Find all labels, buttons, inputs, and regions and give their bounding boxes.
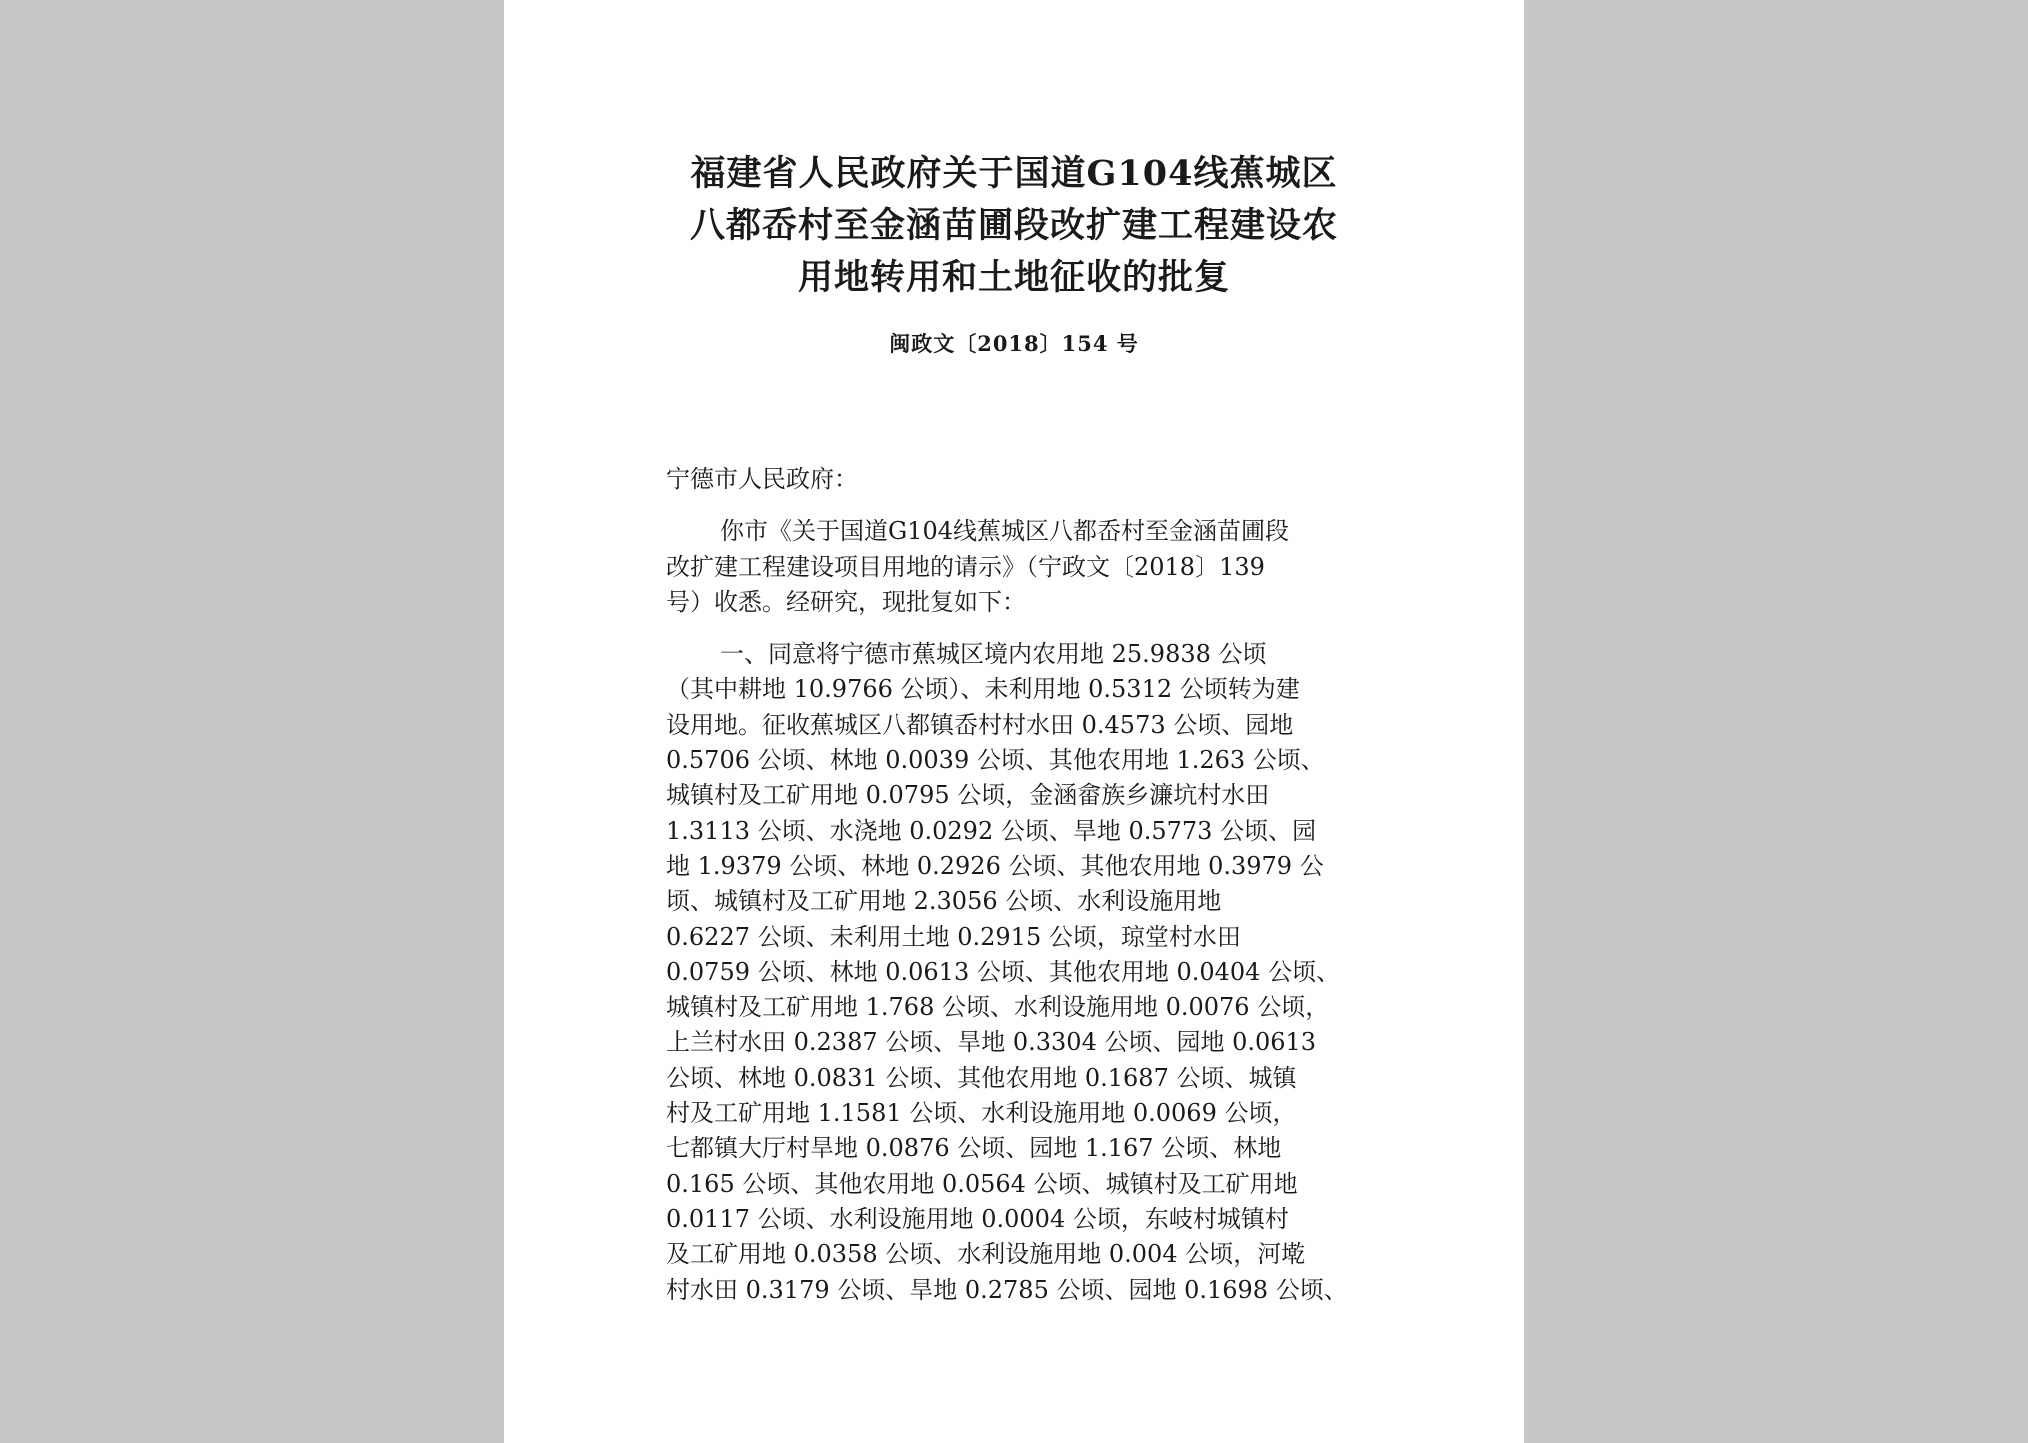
text-line: 一、同意将宁德市蕉城区境内农用地 25.9838 公顷 (720, 640, 1267, 669)
text-line: 城镇村及工矿用地 0.0795 公顷，金涵畲族乡濂坑村水田 (666, 781, 1270, 810)
text-line: 0.0117 公顷、水利设施用地 0.0004 公顷，东岐村城镇村 (666, 1204, 1289, 1233)
text-line: 0.165 公顷、其他农用地 0.0564 公顷、城镇村及工矿用地 (666, 1169, 1298, 1198)
text-line: 七都镇大厅村旱地 0.0876 公顷、园地 1.167 公顷、林地 (666, 1134, 1282, 1163)
document-title (504, 148, 1524, 304)
text-line: 设用地。征收蕉城区八都镇岙村村水田 0.4573 公顷、园地 (666, 710, 1294, 739)
text-line: 号）收悉。经研究，现批复如下： (666, 587, 1026, 616)
text-line: （其中耕地 10.9766 公顷）、未利用地 0.5312 公顷转为建 (666, 675, 1300, 704)
paragraph-2 (666, 637, 1386, 1308)
title-line: 用地转用和土地征收的批复 (797, 257, 1230, 298)
document-number: 闽政文〔2018〕154 号 (889, 331, 1139, 356)
text-line: 上兰村水田 0.2387 公顷、旱地 0.3304 公顷、园地 0.0613 (666, 1028, 1317, 1057)
document-body (666, 462, 1386, 1308)
paragraph-1 (666, 514, 1386, 620)
title-line: 八都岙村至金涵苗圃段改扩建工程建设农 (689, 205, 1338, 246)
text-line: 0.6227 公顷、未利用土地 0.2915 公顷，琼堂村水田 (666, 922, 1241, 951)
document-page (504, 0, 1524, 1443)
text-line: 公顷、林地 0.0831 公顷、其他农用地 0.1687 公顷、城镇 (666, 1063, 1297, 1092)
text-line: 1.3113 公顷、水浇地 0.0292 公顷、旱地 0.5773 公顷、园 (666, 816, 1317, 845)
text-line: 0.0759 公顷、林地 0.0613 公顷、其他农用地 0.0404 公顷、 (666, 957, 1341, 986)
text-line: 村水田 0.3179 公顷、旱地 0.2785 公顷、园地 0.1698 公顷、 (666, 1275, 1348, 1304)
text-line: 村及工矿用地 1.1581 公顷、水利设施用地 0.0069 公顷， (666, 1099, 1297, 1128)
text-line: 地 1.9379 公顷、林地 0.2926 公顷、其他农用地 0.3979 公 (666, 851, 1324, 880)
addressee: 宁德市人民政府： (666, 465, 858, 493)
title-line: 福建省人民政府关于国道G104线蕉城区 (690, 153, 1338, 194)
text-line: 改扩建工程建设项目用地的请示》（宁政文〔2018〕139 (666, 552, 1265, 581)
text-line: 0.5706 公顷、林地 0.0039 公顷、其他农用地 1.263 公顷、 (666, 746, 1325, 775)
text-line: 城镇村及工矿用地 1.768 公顷、水利设施用地 0.0076 公顷， (666, 993, 1330, 1022)
text-line: 及工矿用地 0.0358 公顷、水利设施用地 0.004 公顷，河墘 (666, 1240, 1306, 1269)
text-line: 你市《关于国道G104线蕉城区八都岙村至金涵苗圃段 (720, 517, 1289, 546)
text-line: 顷、城镇村及工矿用地 2.3056 公顷、水利设施用地 (666, 887, 1222, 916)
